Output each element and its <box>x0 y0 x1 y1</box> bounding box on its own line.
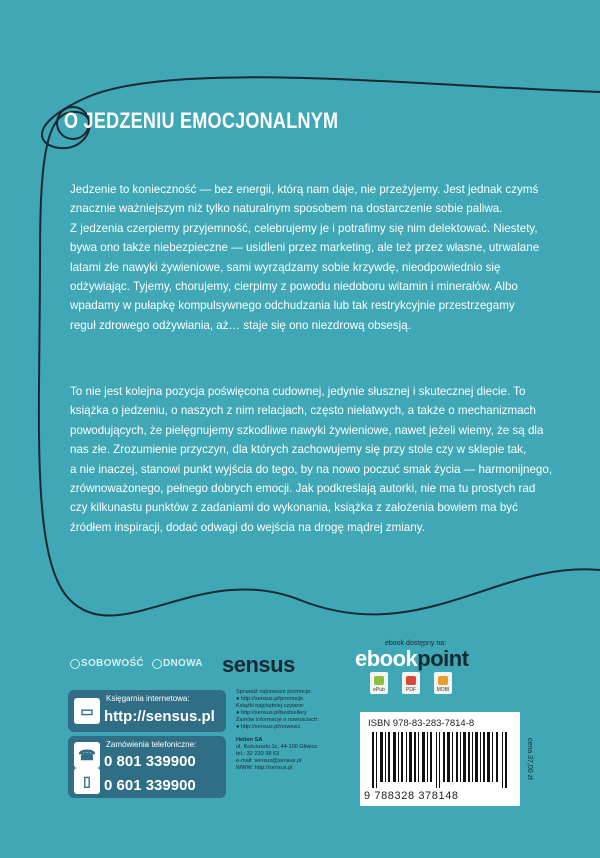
blurb-paragraph-1 <box>70 180 558 335</box>
text-line: zrównoważonego, pełnego dobrych emocji. Jak podkreślają autorki, nie ma tu prostych rad <box>70 482 536 496</box>
text-line: a nie inaczej, stanowi punkt wyjścia do tego, by na nowo poczuć smak życia — harmonijnego, <box>70 462 553 476</box>
text-line: bywa ono także niebezpieczne — usidleni przez marketing, ale też przez własne, utrwalane <box>70 241 540 255</box>
ring-icon <box>70 659 80 669</box>
text-line: nas złe. Zrozumienie przyczyn, dla których zachowujemy się przy stole czy w sklepie tak, <box>70 443 527 457</box>
shop-label: Księgarnia internetowa: <box>106 694 190 703</box>
text-line: Jedzenie to konieczność — bez energii, którą nam daje, nie przeżyjemy. Jest jednak czymś <box>70 183 539 196</box>
series-logos <box>70 658 203 669</box>
info-line[interactable]: ● http://sensus.pl/bestsellery <box>236 710 307 716</box>
shop-box[interactable] <box>68 690 226 732</box>
address-line: WWW: http://sensus.pl <box>236 765 293 771</box>
phone-number-2: 0 601 339900 <box>104 777 196 794</box>
phone-number-1: 0 801 339900 <box>104 753 196 770</box>
price-label: cena 37,00 zł <box>526 738 533 780</box>
publisher-info <box>236 689 356 772</box>
page-title <box>64 108 338 134</box>
text-line: latami złe nawyki żywieniowe, sami wyrządzamy sobie krzywdę, nieodpowiednio się <box>70 260 501 274</box>
title-rest: JEDZENIU EMOCJONALNYM <box>83 108 339 133</box>
text-line: wpadamy w pułapkę kompulsywnego odchudzania lub tak restrykcyjnie przestrzegamy <box>70 299 515 313</box>
address-line: ul. Kościuszki 1c, 44-100 Gliwice <box>236 744 318 750</box>
sensus-logo: sensus <box>222 652 295 677</box>
epub-icon: ePub <box>370 672 388 694</box>
info-line: Sprawdź najnowsze promocje: <box>236 689 312 695</box>
ring-icon <box>152 659 162 669</box>
text-line: znacznie ważniejszym niż tylko naturalnym sposobem na dostarczenie sobie paliwa. <box>70 202 503 216</box>
text-line: źródłem inspiracji, dodać odwagi do wejścia na drogę mądrej zmiany. <box>70 520 425 534</box>
ebook-tagline: ebook dostępny na: <box>385 640 447 647</box>
pdf-icon: PDF <box>402 672 420 694</box>
shop-url[interactable]: http://sensus.pl <box>104 708 215 725</box>
text-line: odżywiając. Tyjemy, chorujemy, cierpimy z powodu niedoboru witamin i minerałów. Albo <box>70 280 518 294</box>
isbn-text: ISBN 978-83-283-7814-8 <box>368 718 475 729</box>
computer-icon: ▭ <box>74 698 100 724</box>
info-line[interactable]: ● http://sensus.pl/nowosci <box>236 724 301 730</box>
phone-label: Zamówienia telefoniczne: <box>106 740 197 749</box>
mobile-icon: ▯ <box>74 768 100 794</box>
odnowa-logo: DNOWA <box>152 658 203 669</box>
address-line: tel.: 32 230 98 63 <box>236 751 280 757</box>
title-letter: O <box>64 108 79 133</box>
text-line: książka o jedzeniu, o naszych z nim relacjach, często niełatwych, a także o mechanizmach <box>70 404 536 418</box>
text-line: reguł zdrowego odżywiania, aż… staje się ono niezdrową obsesją. <box>70 318 411 332</box>
info-line[interactable]: ● http://sensus.pl/promocje <box>236 696 304 702</box>
phone-icon: ☎ <box>74 742 100 768</box>
barcode-icon <box>372 732 508 788</box>
ebookpoint-logo: ebookpoint <box>355 646 469 671</box>
blurb-paragraph-2 <box>70 382 558 537</box>
text-line: powodujących, że pielęgnujemy szkodliwe nawyki żywieniowe, nawet jeżeli wiemy, że są dla <box>70 423 544 437</box>
address-line: e-mail: sensus@sensus.pl <box>236 758 302 764</box>
sobowosc-logo: SOBOWOŚĆ <box>70 658 144 669</box>
address-line: Helion SA <box>236 737 263 743</box>
ebook-formats <box>370 672 452 694</box>
text-line: Z jedzenia czerpiemy przyjemność, celebrujemy je i potrafimy się nim delektować. Niestety, <box>70 221 538 235</box>
barcode-box <box>360 712 520 806</box>
text-line: czy kilkunastu punktów z zadaniami do wykonania, książka z założenia bowiem ma być <box>70 501 518 515</box>
text-line: To nie jest kolejna pozycja poświęcona cudownej, jedynie słusznej i skutecznej diecie. To <box>70 385 526 398</box>
mobi-icon: MOBI <box>434 672 452 694</box>
info-line: Zamów informacje o nowościach: <box>236 717 319 723</box>
info-line: Książki najchętniej czytane: <box>236 703 305 709</box>
barcode-number: 9 788328 378148 <box>364 790 459 802</box>
phone-box <box>68 736 226 798</box>
